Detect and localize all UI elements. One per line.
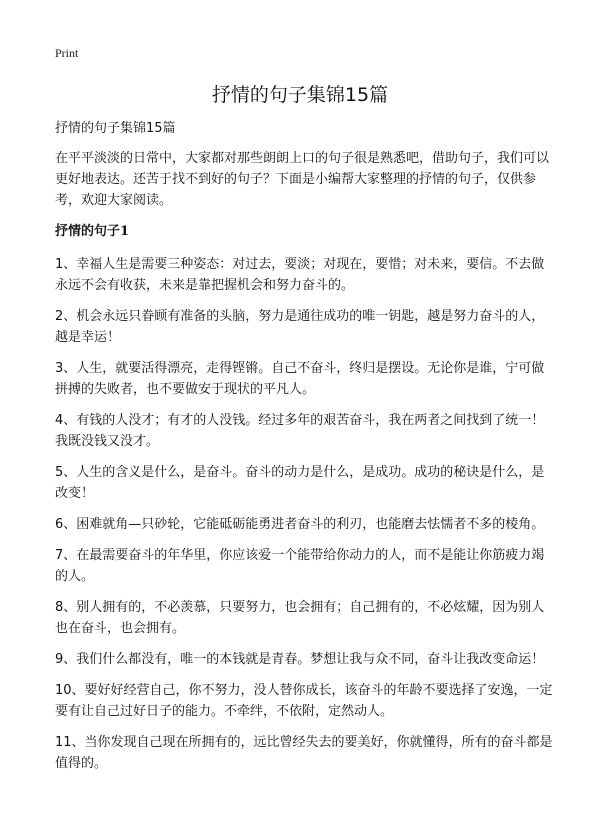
list-item: 8、别人拥有的，不必羡慕，只要努力，也会拥有；自己拥有的，不必炫耀，因为别人也在奋斗，也会拥有。 [55, 600, 545, 636]
article-body [55, 118, 555, 784]
list-item: 11、当你发现自己现在所拥有的，远比曾经失去的要美好，你就懂得，所有的奋斗都是值得的。 [55, 735, 553, 771]
section-heading: 抒情的句子1 [55, 224, 130, 239]
list-item: 10、要好好经营自己，你不努力，没人替你成长，该奋斗的年龄不要选择了安逸，一定要有让自己过好日子的能力。不牵绊，不依附，定然动人。 [55, 683, 553, 719]
intro-paragraph: 在平平淡淡的日常中，大家都对那些朗朗上口的句子很是熟悉吧，借助句子，我们可以更好地表达。还苦于找不到好的句子？下面是小编帮大家整理的抒情的句子，仅供参考，欢迎大家阅读。 [55, 151, 550, 208]
print-link[interactable]: Print [55, 46, 79, 60]
list-item: 4、有钱的人没才；有才的人没钱。经过多年的艰苦奋斗，我在两者之间找到了统一！我既没钱又没才。 [55, 413, 545, 449]
list-item: 9、我们什么都没有，唯一的本钱就是青春。梦想让我与众不同，奋斗让我改变命运！ [55, 652, 545, 667]
page-title: 抒情的句子集锦15篇 [211, 84, 389, 106]
list-item: 1、幸福人生是需要三种姿态：对过去，要淡；对现在，要惜；对未来，要信。不去做永远不会有收获，未来是靠把握机会和努力奋斗的。 [55, 257, 545, 293]
list-item: 2、机会永远只眷顾有准备的头脑，努力是通往成功的唯一钥匙，越是努力奋斗的人，越是幸运！ [55, 309, 545, 345]
list-item: 3、人生，就要活得漂亮，走得铿锵。自己不奋斗，终归是摆设。无论你是谁，宁可做拼搏的失败者，也不要做安于现状的平凡人。 [55, 361, 545, 397]
list-item: 6、困难就角—只砂轮，它能砥砺能勇进者奋斗的利刃，也能磨去怯懦者不多的棱角。 [55, 517, 545, 532]
article-subtitle: 抒情的句子集锦15篇 [55, 121, 176, 136]
list-item: 5、人生的含义是什么，是奋斗。奋斗的动力是什么，是成功。成功的秘诀是什么，是改变！ [55, 465, 545, 501]
list-item: 7、在最需要奋斗的年华里，你应该爱一个能带给你动力的人，而不是能让你筋疲力竭的人。 [55, 548, 545, 584]
